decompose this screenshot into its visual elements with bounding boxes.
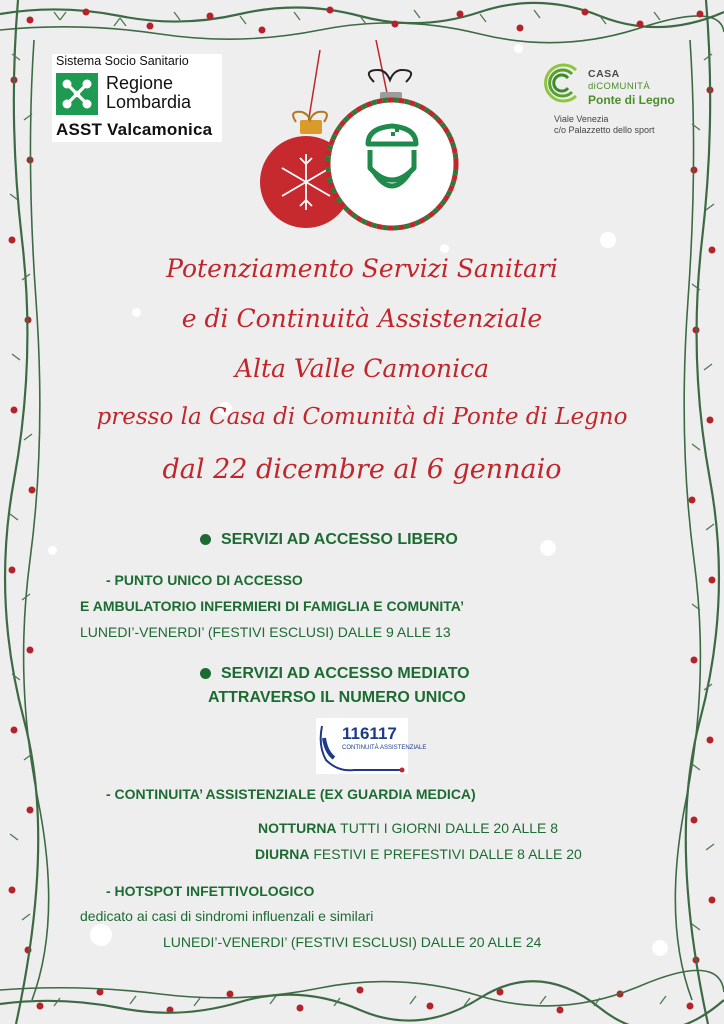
lombardia-rose-icon xyxy=(56,73,98,115)
snow-dot xyxy=(652,940,668,956)
snow-dot xyxy=(440,244,449,253)
night-hours: NOTTURNA TUTTI I GIORNI DALLE 20 ALLE 8 xyxy=(258,820,559,836)
regione-lombardia-logo xyxy=(52,54,222,142)
badge-number: 116117 xyxy=(342,724,397,743)
snow-dot xyxy=(540,540,556,556)
section1-item-line1: - PUNTO UNICO DI ACCESSO xyxy=(106,572,303,588)
title-line-4: presso la Casa di Comunità di Ponte di Legno xyxy=(96,404,628,430)
section1-hours: LUNEDI’-VENERDI’ (FESTIVI ESCLUSI) DALLE 9 ALLE 13 xyxy=(80,624,451,640)
phone-icon xyxy=(324,738,334,758)
badge-caption: CONTINUITÀ ASSISTENZIALE xyxy=(342,745,427,751)
number-116117-badge xyxy=(316,718,427,774)
snow-dot xyxy=(48,546,57,555)
region-name: Regione Lombardia xyxy=(106,73,192,112)
section2-item2: - HOTSPOT INFETTIVOLOGICO xyxy=(106,883,315,899)
section2-heading-line1: SERVIZI AD ACCESSO MEDIATO xyxy=(200,665,470,683)
section1-heading: SERVIZI AD ACCESSO LIBERO xyxy=(200,531,458,549)
section1-item-line2: E AMBULATORIO INFERMIERI DI FAMIGLIA E COMUNITA’ xyxy=(80,598,464,614)
title-line-3: Alta Valle Camonica xyxy=(234,354,490,383)
section2-heading-line2: ATTRAVERSO IL NUMERO UNICO xyxy=(208,689,466,706)
bullet-dot xyxy=(200,534,211,545)
snow-dot xyxy=(600,232,616,248)
section2-item2-hours: LUNEDI’-VENERDI’ (FESTIVI ESCLUSI) DALLE 20 ALLE 24 xyxy=(163,934,542,950)
title-line-1: Potenziamento Servizi Sanitari xyxy=(166,254,558,283)
casa-address: Viale Venezia c/o Palazzetto dello sport xyxy=(554,114,655,135)
section2-item2-desc: dedicato ai casi di sindromi influenzali e similari xyxy=(80,908,374,924)
logo-system-label: Sistema Socio Sanitario xyxy=(56,54,189,68)
snow-dot xyxy=(90,924,112,946)
casa-c-logo-icon xyxy=(536,58,588,108)
casa-line2: diCOMUNITÀ xyxy=(588,81,651,92)
casa-line1: CASA xyxy=(588,68,620,80)
day-hours: DIURNA FESTIVI E PREFESTIVI DALLE 8 ALLE 20 xyxy=(255,846,582,862)
bullet-dot xyxy=(200,668,211,679)
christmas-ornaments xyxy=(250,40,470,240)
section2-item1: - CONTINUITA’ ASSISTENZIALE (EX GUARDIA MEDICA) xyxy=(106,786,476,802)
snow-dot xyxy=(514,44,523,53)
casa-line3: Ponte di Legno xyxy=(588,93,675,107)
title-line-2: e di Continuità Assistenziale xyxy=(181,304,543,333)
asst-name: ASST Valcamonica xyxy=(56,120,213,139)
date-range: dal 22 dicembre al 6 gennaio xyxy=(162,454,562,485)
casa-di-comunita-logo xyxy=(536,58,686,138)
